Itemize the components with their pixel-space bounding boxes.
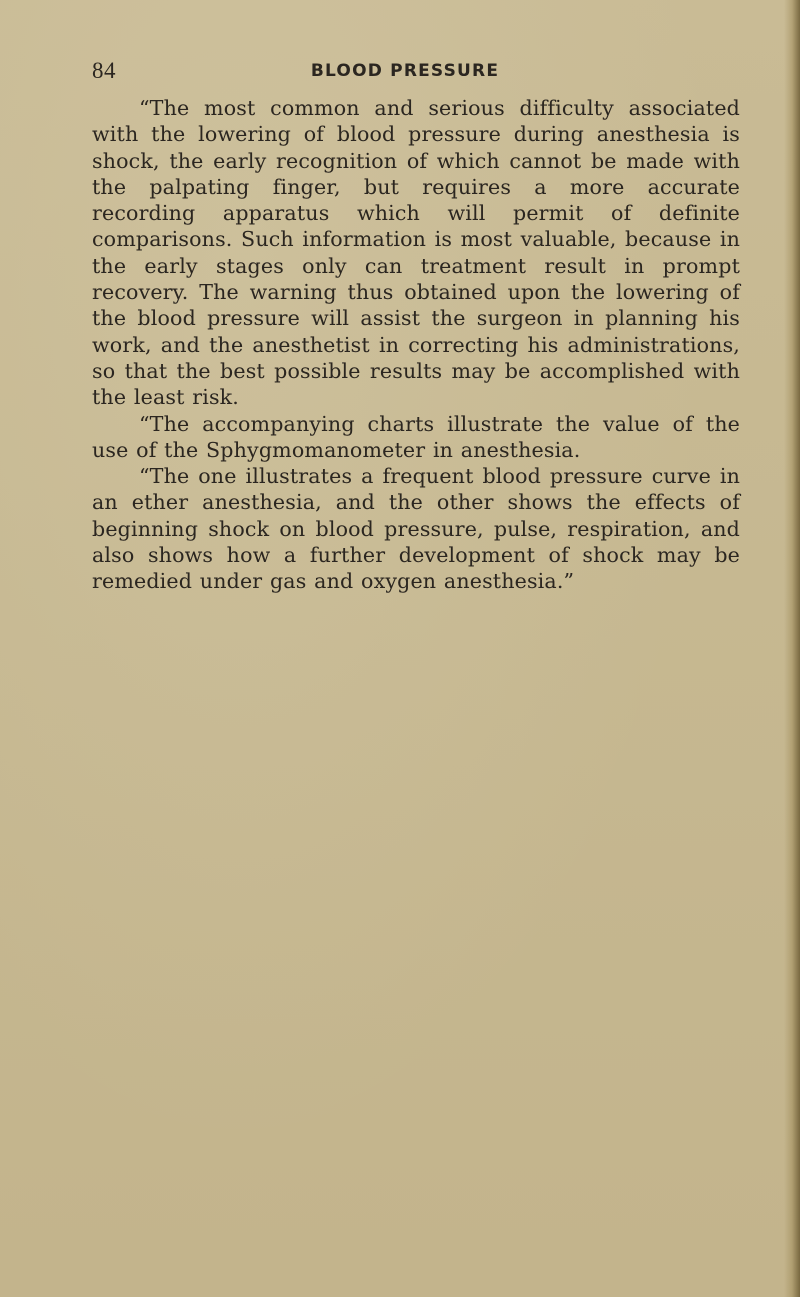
- page-number: 84: [92, 58, 116, 83]
- paragraph-3: “The one illustrates a frequent blood pressure curve in an ether anesthesia, and the other shows the effects of beginning shock on blood pressure, pulse, respiration, and also shows how a further development of shock may be remedied under gas and oxygen anesthesia.”: [92, 464, 740, 594]
- page-edge-shadow: [784, 0, 800, 1297]
- paragraph-2: “The accompanying charts illustrate the value of the use of the Sphygmomanometer in anesthesia.: [92, 411, 740, 462]
- running-head: [92, 58, 718, 88]
- running-title: BLOOD PRESSURE: [310, 61, 500, 81]
- paragraph-1: “The most common and serious difficulty associated with the lowering of blood pressure during anesthesia is shock, the early recognition of which cannot be made with the palpating finger, but requires a more accurate recording apparatus which will permit of definite comparisons. Such information is most valuable, because in the early stages only can treatment result in prompt recovery. The warning thus obtained upon the lowering of the blood pressure will assist the surgeon in planning his work, and the anesthetist in correcting his administrations, so that the best possible results may be accomplished with the least risk.: [92, 96, 740, 410]
- body-text: [92, 95, 740, 595]
